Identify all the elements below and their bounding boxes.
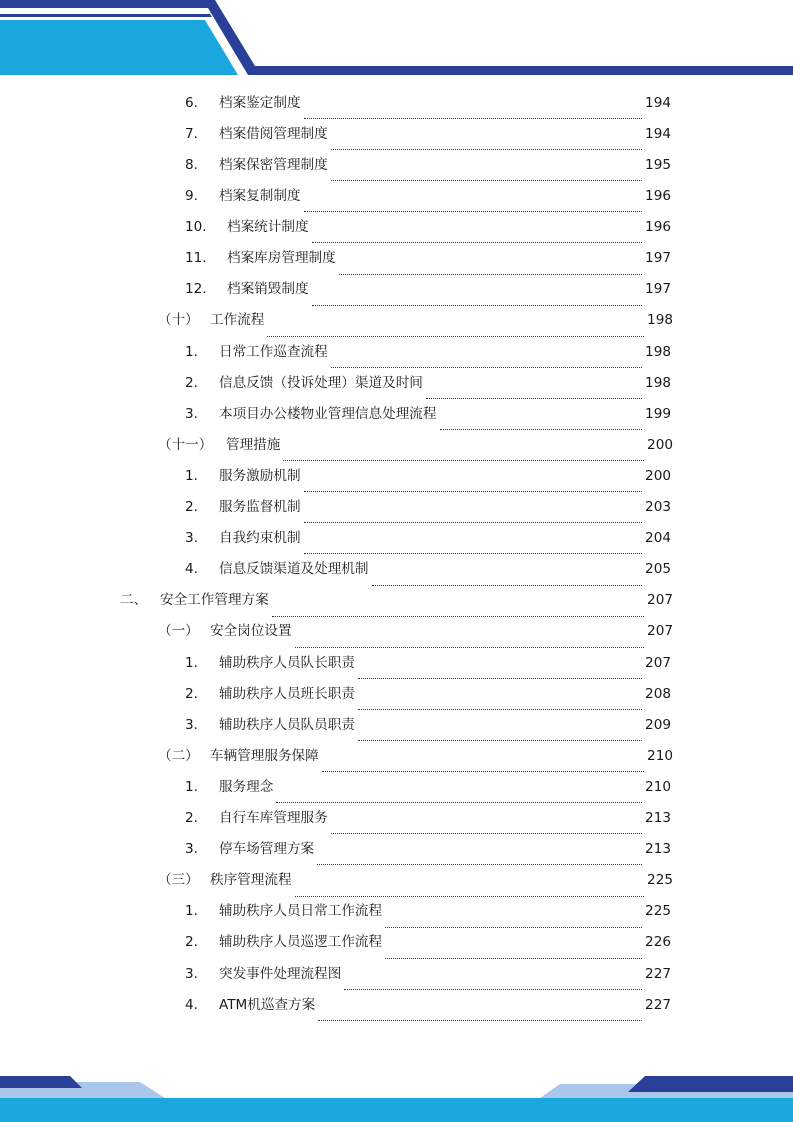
toc-entry[interactable]: [185, 275, 671, 306]
toc-leader-dots: [304, 513, 642, 523]
toc-entry-number: （十）: [158, 312, 199, 329]
toc-leader-dots: [295, 638, 644, 648]
toc-entry-number: 1.: [185, 903, 198, 920]
toc-entry[interactable]: [158, 617, 673, 648]
toc-entry-page: 213: [645, 810, 671, 826]
footer-dark-left: [0, 1076, 82, 1088]
toc-entry-title: 自行车库管理服务: [219, 810, 328, 826]
toc-leader-dots: [276, 793, 642, 803]
toc-leader-dots: [322, 762, 644, 772]
toc-leader-dots: [283, 451, 644, 461]
toc-entry[interactable]: [158, 430, 673, 461]
toc-entry-page: 197: [645, 281, 671, 298]
toc-entry-number: （二）: [158, 747, 199, 764]
toc-entry-title: 档案鉴定制度: [219, 94, 301, 111]
toc-leader-dots: [272, 607, 644, 617]
toc-entry-page: 207: [647, 592, 673, 609]
toc-leader-dots: [385, 918, 642, 928]
toc-entry-title: 管理措施: [226, 436, 281, 453]
toc-entry-page: 204: [645, 530, 671, 547]
toc-leader-dots: [358, 700, 642, 710]
toc-leader-dots: [440, 420, 643, 430]
footer-banner: [0, 1062, 793, 1122]
toc-entry-title: 辅助秩序人员巡逻工作流程: [219, 934, 383, 951]
toc-entry[interactable]: [158, 741, 673, 772]
toc-entry-page: 210: [645, 778, 671, 795]
toc-entry-title: 辅助秩序人员班长职责: [219, 685, 355, 702]
toc-entry-number: 3.: [185, 841, 198, 858]
toc-entry-page: 225: [645, 903, 671, 920]
toc-entry-title: 突发事件处理流程图: [219, 965, 342, 982]
toc-entry-number: 2.: [185, 934, 198, 951]
toc-entry-title: 安全工作管理方案: [160, 592, 269, 609]
toc-entry-title: 服务激励机制: [219, 467, 301, 484]
toc-entry-number: 8.: [185, 156, 198, 173]
toc-entry-page: 199: [645, 405, 671, 422]
toc-entry-number: 二、: [120, 592, 148, 609]
toc-entry-page: 207: [645, 654, 671, 671]
toc-entry[interactable]: [185, 555, 671, 586]
toc-entry[interactable]: [158, 306, 673, 337]
toc-entry-page: 225: [647, 872, 673, 889]
toc-entry-title: 自我约束机制: [219, 530, 301, 547]
toc-entry-title: 服务监督机制: [219, 499, 301, 515]
toc-entry-page: 213: [645, 841, 671, 858]
toc-entry-number: 2.: [185, 499, 198, 515]
toc-leader-dots: [331, 140, 642, 150]
toc-entry-number: 4.: [185, 561, 198, 578]
toc-entry-number: 10.: [185, 219, 207, 236]
toc-entry-title: 辅助秩序人员队员职责: [219, 716, 355, 733]
header-banner: [0, 0, 793, 80]
footer-light-bar: [0, 1098, 793, 1122]
toc-entry[interactable]: [185, 679, 671, 710]
toc-entry[interactable]: [185, 897, 671, 928]
toc-leader-dots: [304, 109, 642, 119]
toc-leader-dots: [304, 544, 642, 554]
toc-entry[interactable]: [185, 523, 671, 554]
toc-entry-page: 209: [645, 716, 671, 733]
toc-entry-number: 4.: [185, 996, 198, 1013]
toc-entry-title: 档案销毁制度: [227, 281, 309, 298]
toc-entry-number: （三）: [158, 872, 199, 889]
toc-entry-page: 227: [645, 996, 671, 1013]
footer-dark-right: [628, 1076, 793, 1092]
toc-entry-number: （一）: [158, 623, 199, 640]
toc-entry-title: 工作流程: [210, 312, 265, 329]
toc-entry-number: 12.: [185, 281, 207, 298]
toc-entry-page: 197: [645, 250, 671, 267]
toc-entry[interactable]: [158, 866, 673, 897]
header-light-block: [0, 20, 238, 75]
toc-entry[interactable]: [185, 368, 671, 399]
toc-entry-page: 198: [645, 343, 671, 360]
toc-entry-page: 227: [645, 965, 671, 982]
toc-entry-page: 198: [647, 312, 673, 329]
toc-entry-title: 档案库房管理制度: [227, 250, 336, 267]
toc-entry-title: 日常工作巡查流程: [219, 343, 328, 360]
toc-entry-page: 210: [647, 747, 673, 764]
toc-leader-dots: [312, 296, 642, 306]
toc-entry-page: 205: [645, 561, 671, 578]
toc-entry[interactable]: [185, 772, 671, 803]
toc-entry-page: 195: [645, 156, 671, 173]
toc-entry-page: 200: [645, 467, 671, 484]
toc-entry[interactable]: [185, 648, 671, 679]
toc-entry[interactable]: [185, 959, 671, 990]
toc-entry-page: 198: [645, 374, 671, 391]
toc-entry-title: 档案复制制度: [219, 188, 301, 204]
toc-entry-number: 1.: [185, 778, 198, 795]
toc-entry-number: 3.: [185, 965, 198, 982]
toc-entry[interactable]: [185, 803, 671, 834]
toc-leader-dots: [331, 171, 642, 181]
toc-entry-title: ATM机巡查方案: [219, 996, 316, 1013]
toc-entry-page: 194: [645, 125, 671, 142]
toc-leader-dots: [317, 855, 642, 865]
toc-entry-title: 档案借阅管理制度: [219, 125, 328, 142]
toc-entry[interactable]: [185, 461, 671, 492]
toc-entry-title: 秩序管理流程: [210, 872, 292, 889]
toc-entry-number: 7.: [185, 125, 198, 142]
toc-entry[interactable]: [185, 181, 671, 212]
toc-entry[interactable]: [185, 399, 671, 430]
toc-entry-number: 3.: [185, 716, 198, 733]
toc-leader-dots: [318, 1011, 642, 1021]
toc-entry[interactable]: [185, 710, 671, 741]
header-thin-line: [0, 14, 212, 17]
toc-entry-number: 2.: [185, 810, 198, 826]
toc-leader-dots: [267, 327, 644, 337]
toc-entry-number: 1.: [185, 654, 198, 671]
toc-leader-dots: [358, 731, 642, 741]
toc-entry-page: 207: [647, 623, 673, 640]
toc-leader-dots: [426, 389, 642, 399]
toc-leader-dots: [344, 980, 642, 990]
toc-entry-page: 226: [645, 934, 671, 951]
toc-entry-number: 1.: [185, 343, 198, 360]
toc-entry-title: 服务理念: [219, 778, 274, 795]
toc-entry[interactable]: [185, 244, 671, 275]
toc-entry-number: 11.: [185, 250, 207, 267]
toc-entry[interactable]: [185, 928, 671, 959]
toc-entry-title: 安全岗位设置: [210, 623, 292, 640]
toc-entry-number: 2.: [185, 685, 198, 702]
toc-leader-dots: [304, 202, 642, 212]
toc-entry-number: 1.: [185, 467, 198, 484]
toc-entry-page: 194: [645, 94, 671, 111]
toc-entry-title: 档案统计制度: [227, 219, 309, 236]
toc-entry[interactable]: [185, 119, 671, 150]
toc-entry-title: 停车场管理方案: [219, 841, 315, 858]
toc-entry[interactable]: [185, 337, 671, 368]
toc-entry[interactable]: [185, 492, 671, 523]
toc-entry[interactable]: [185, 990, 671, 1021]
toc-entry-title: 档案保密管理制度: [219, 156, 328, 173]
toc-entry-title: 信息反馈（投诉处理）渠道及时间: [219, 374, 423, 391]
toc-leader-dots: [331, 824, 642, 834]
toc-entry[interactable]: [185, 88, 671, 119]
toc-leader-dots: [304, 482, 642, 492]
toc-entry-number: 3.: [185, 530, 198, 547]
toc-entry-number: 9.: [185, 188, 198, 204]
toc-leader-dots: [339, 265, 642, 275]
toc-leader-dots: [295, 887, 644, 897]
toc-leader-dots: [331, 358, 642, 368]
toc-leader-dots: [312, 233, 642, 243]
toc-entry-number: 3.: [185, 405, 198, 422]
toc-entry-page: 203: [645, 499, 671, 515]
toc-entry-title: 辅助秩序人员日常工作流程: [219, 903, 383, 920]
toc-entry-number: 6.: [185, 94, 198, 111]
toc-entry-title: 辅助秩序人员队长职责: [219, 654, 355, 671]
toc-leader-dots: [385, 949, 642, 959]
toc-entry-page: 196: [645, 219, 671, 236]
toc-entry-title: 本项目办公楼物业管理信息处理流程: [219, 405, 437, 422]
toc-entry-page: 200: [647, 436, 673, 453]
toc-leader-dots: [358, 669, 642, 679]
toc-entry-title: 车辆管理服务保障: [210, 747, 319, 764]
toc-entry[interactable]: [185, 150, 671, 181]
toc-entry-number: （十一）: [158, 436, 213, 453]
toc-entry[interactable]: [120, 586, 673, 617]
toc-entry[interactable]: [185, 212, 671, 243]
toc-leader-dots: [372, 576, 643, 586]
toc-entry-title: 信息反馈渠道及处理机制: [219, 561, 369, 578]
toc-entry[interactable]: [185, 834, 671, 865]
toc-entry-page: 196: [645, 188, 671, 204]
toc-entry-page: 208: [645, 685, 671, 702]
toc-entry-number: 2.: [185, 374, 198, 391]
